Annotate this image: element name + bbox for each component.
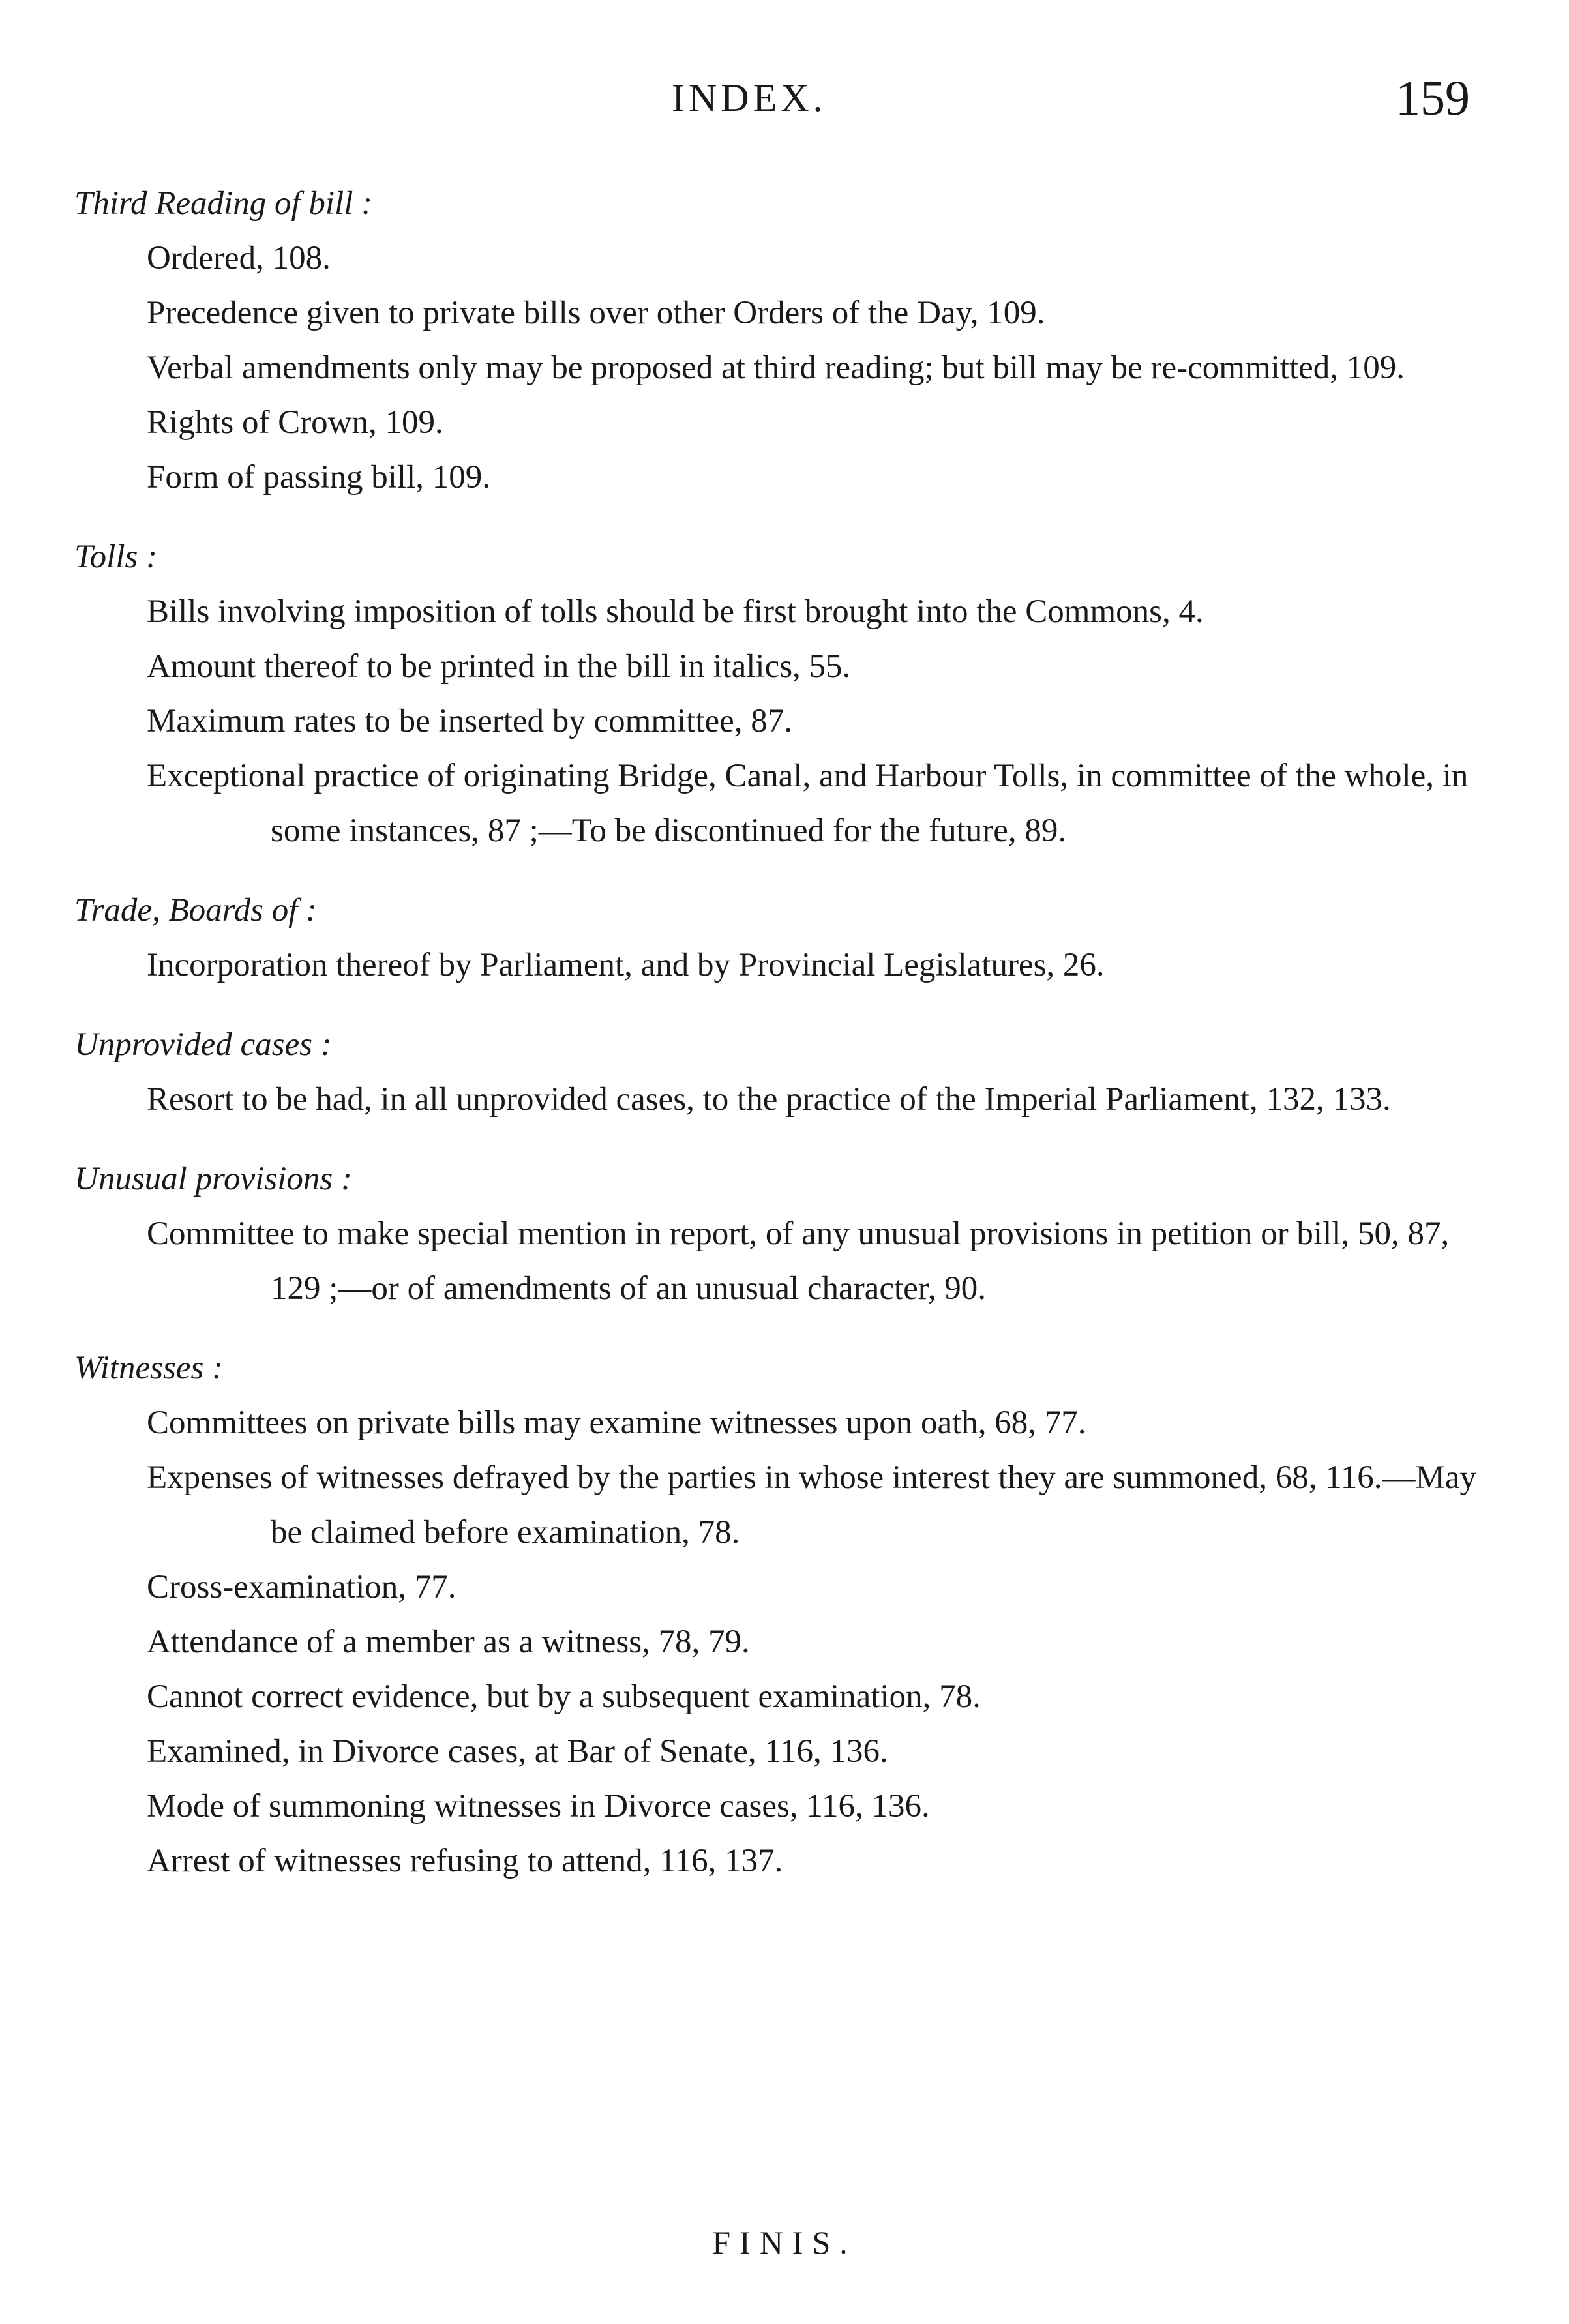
sub-entry: Attendance of a member as a witness, 78, 79. bbox=[147, 1624, 750, 1660]
index-entry-third-reading bbox=[72, 176, 1506, 505]
sub-entry: Arrest of witnesses refusing to attend, 116, 137. bbox=[147, 1843, 783, 1879]
sub-entry: Amount thereof to be printed in the bill in italics, 55. bbox=[147, 648, 851, 685]
sub-entry: Cannot correct evidence, but by a subsequent examination, 78. bbox=[147, 1678, 981, 1715]
sub-entry: Form of passing bill, 109. bbox=[147, 459, 491, 496]
index-entry-unprovided-cases bbox=[72, 1017, 1506, 1127]
sub-entry: Incorporation thereof by Parliament, and by Provincial Legislatures, 26. bbox=[147, 947, 1105, 983]
entry-heading: Unusual provisions : bbox=[74, 1161, 352, 1197]
index-entry-unusual-provisions bbox=[72, 1152, 1506, 1316]
sub-entry: Resort to be had, in all unprovided cases, to the practice of the Imperial Parliament, 132, 133. bbox=[147, 1081, 1391, 1118]
sub-entry: Mode of summoning witnesses in Divorce cases, 116, 136. bbox=[147, 1788, 930, 1825]
entry-heading: Unprovided cases : bbox=[74, 1026, 332, 1063]
sub-entry: Ordered, 108. bbox=[147, 240, 331, 276]
sub-entry: Cross-examination, 77. bbox=[147, 1569, 456, 1605]
index-entry-trade-boards bbox=[72, 883, 1506, 992]
sub-entry: Rights of Crown, 109. bbox=[147, 404, 443, 441]
entry-heading: Witnesses : bbox=[74, 1350, 224, 1386]
entry-heading: Third Reading of bill : bbox=[74, 185, 373, 222]
sub-entry: Verbal amendments only may be proposed at third reading; but bill may be re-committed, 109. bbox=[147, 350, 1405, 386]
sub-entry: Expenses of witnesses defrayed by the parties in whose interest they are summoned, 68, 116.—May be claimed before examination, 78. bbox=[147, 1459, 1477, 1551]
index-entry-tolls bbox=[72, 529, 1506, 858]
page-number: 159 bbox=[1396, 71, 1470, 126]
entry-heading: Tolls : bbox=[74, 539, 158, 575]
finis: FINIS. bbox=[712, 2224, 857, 2261]
running-head bbox=[0, 70, 1569, 129]
sub-entry: Precedence given to private bills over other Orders of the Day, 109. bbox=[147, 295, 1045, 331]
sub-entry: Committees on private bills may examine witnesses upon oath, 68, 77. bbox=[147, 1405, 1086, 1441]
sub-entry: Exceptional practice of originating Bridge, Canal, and Harbour Tolls, in committee of the whole, in some instances, 87 ;—To be discontinued for the future, 89. bbox=[147, 758, 1469, 849]
sub-entry: Committee to make special mention in report, of any unusual provisions in petition or bill, 50, 87, 129 ;—or of amendments of an unusual character, 90. bbox=[147, 1215, 1450, 1307]
sub-entry: Examined, in Divorce cases, at Bar of Senate, 116, 136. bbox=[147, 1733, 888, 1770]
entry-heading: Trade, Boards of : bbox=[74, 892, 318, 929]
sub-entry: Bills involving imposition of tolls should be first brought into the Commons, 4. bbox=[147, 593, 1204, 630]
index-entry-witnesses bbox=[72, 1341, 1506, 1888]
running-title: INDEX. bbox=[672, 76, 827, 119]
index-body bbox=[72, 176, 1506, 1913]
sub-entry: Maximum rates to be inserted by committee, 87. bbox=[147, 703, 793, 739]
